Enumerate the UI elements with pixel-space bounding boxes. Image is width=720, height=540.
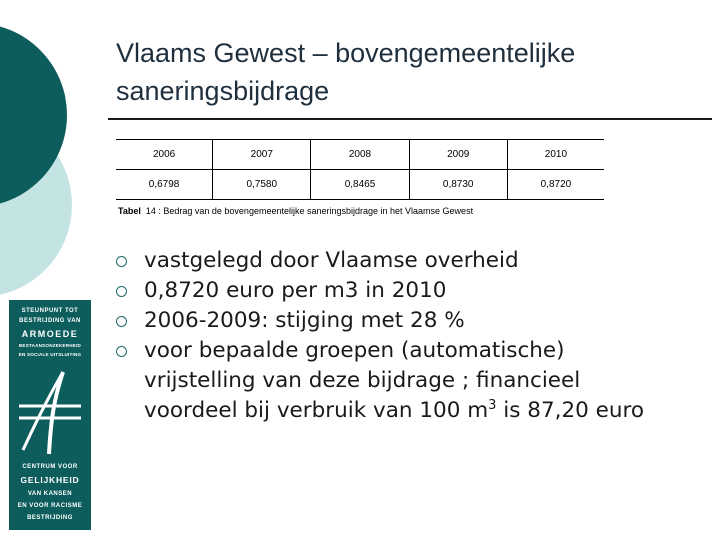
list-item: [114, 246, 674, 276]
circle-bullet-icon: [116, 286, 127, 297]
table-cell: 2008: [311, 140, 409, 170]
table-cell: 0,6798: [116, 170, 213, 200]
bullet-text: 2006-2009: stijging met 28 %: [144, 308, 465, 333]
title-line-1: Vlaams Gewest – bovengemeentelijke: [116, 38, 576, 68]
bullet-text: 0,8720 euro per m3 in 2010: [144, 278, 447, 303]
table-row-values: [116, 170, 604, 200]
logo-text-gelijkheid: GELIJKHEID: [20, 475, 80, 485]
logo-text: BESTRIJDING: [27, 515, 73, 521]
table-cell: 0,8465: [311, 170, 409, 200]
decorative-circles: [0, 0, 110, 300]
bullet-list: [114, 246, 674, 426]
logo-text: VAN KANSEN: [27, 491, 73, 497]
title-line-2: saneringsbijdrage: [116, 76, 330, 106]
caption-text: 14 : Bedrag van de bovengemeentelijke saneringsbijdrage in het Vlaamse Gewest: [145, 206, 474, 216]
bullet-text: voor bepaalde groepen (automatische) vrijstelling van deze bijdrage ; financieel voordeel bij verbruik van 100 m: [144, 338, 581, 423]
table-caption: [118, 206, 473, 216]
contribution-table: [116, 139, 604, 200]
emblem-icon: [15, 366, 85, 458]
table-cell: 2010: [507, 140, 604, 170]
circle-bullet-icon: [116, 316, 127, 327]
logo-text: BESTAANSONZEKERHEID: [18, 343, 82, 348]
logo-text: BESTRIJDING VAN: [19, 318, 81, 324]
logo-text: CENTRUM VOOR: [22, 464, 78, 470]
table-row-years: [116, 140, 604, 170]
organization-logo: [9, 300, 91, 530]
bullet-text: vastgelegd door Vlaamse overheid: [144, 248, 519, 273]
table-cell: 0,8720: [507, 170, 604, 200]
caption-label: Tabel: [118, 206, 141, 216]
list-item: [114, 306, 674, 336]
logo-text: EN SOCIALE UITSLUITING: [18, 352, 82, 357]
logo-text-armoede: ARMOEDE: [21, 329, 79, 339]
list-item: [114, 336, 674, 426]
circle-bullet-icon: [116, 346, 127, 357]
slide-title: [116, 34, 706, 110]
logo-text: EN VOOR RACISME: [17, 503, 83, 509]
table-cell: 2006: [116, 140, 213, 170]
table-cell: 0,8730: [409, 170, 507, 200]
table-cell: 0,7580: [213, 170, 311, 200]
table-cell: 2009: [409, 140, 507, 170]
list-item: [114, 276, 674, 306]
superscript: 3: [488, 398, 497, 413]
bullet-text-end: is 87,20 euro: [496, 398, 645, 423]
table-cell: 2007: [213, 140, 311, 170]
circle-bullet-icon: [116, 256, 127, 267]
title-divider: [108, 118, 712, 120]
logo-text: STEUNPUNT TOT: [21, 308, 79, 314]
